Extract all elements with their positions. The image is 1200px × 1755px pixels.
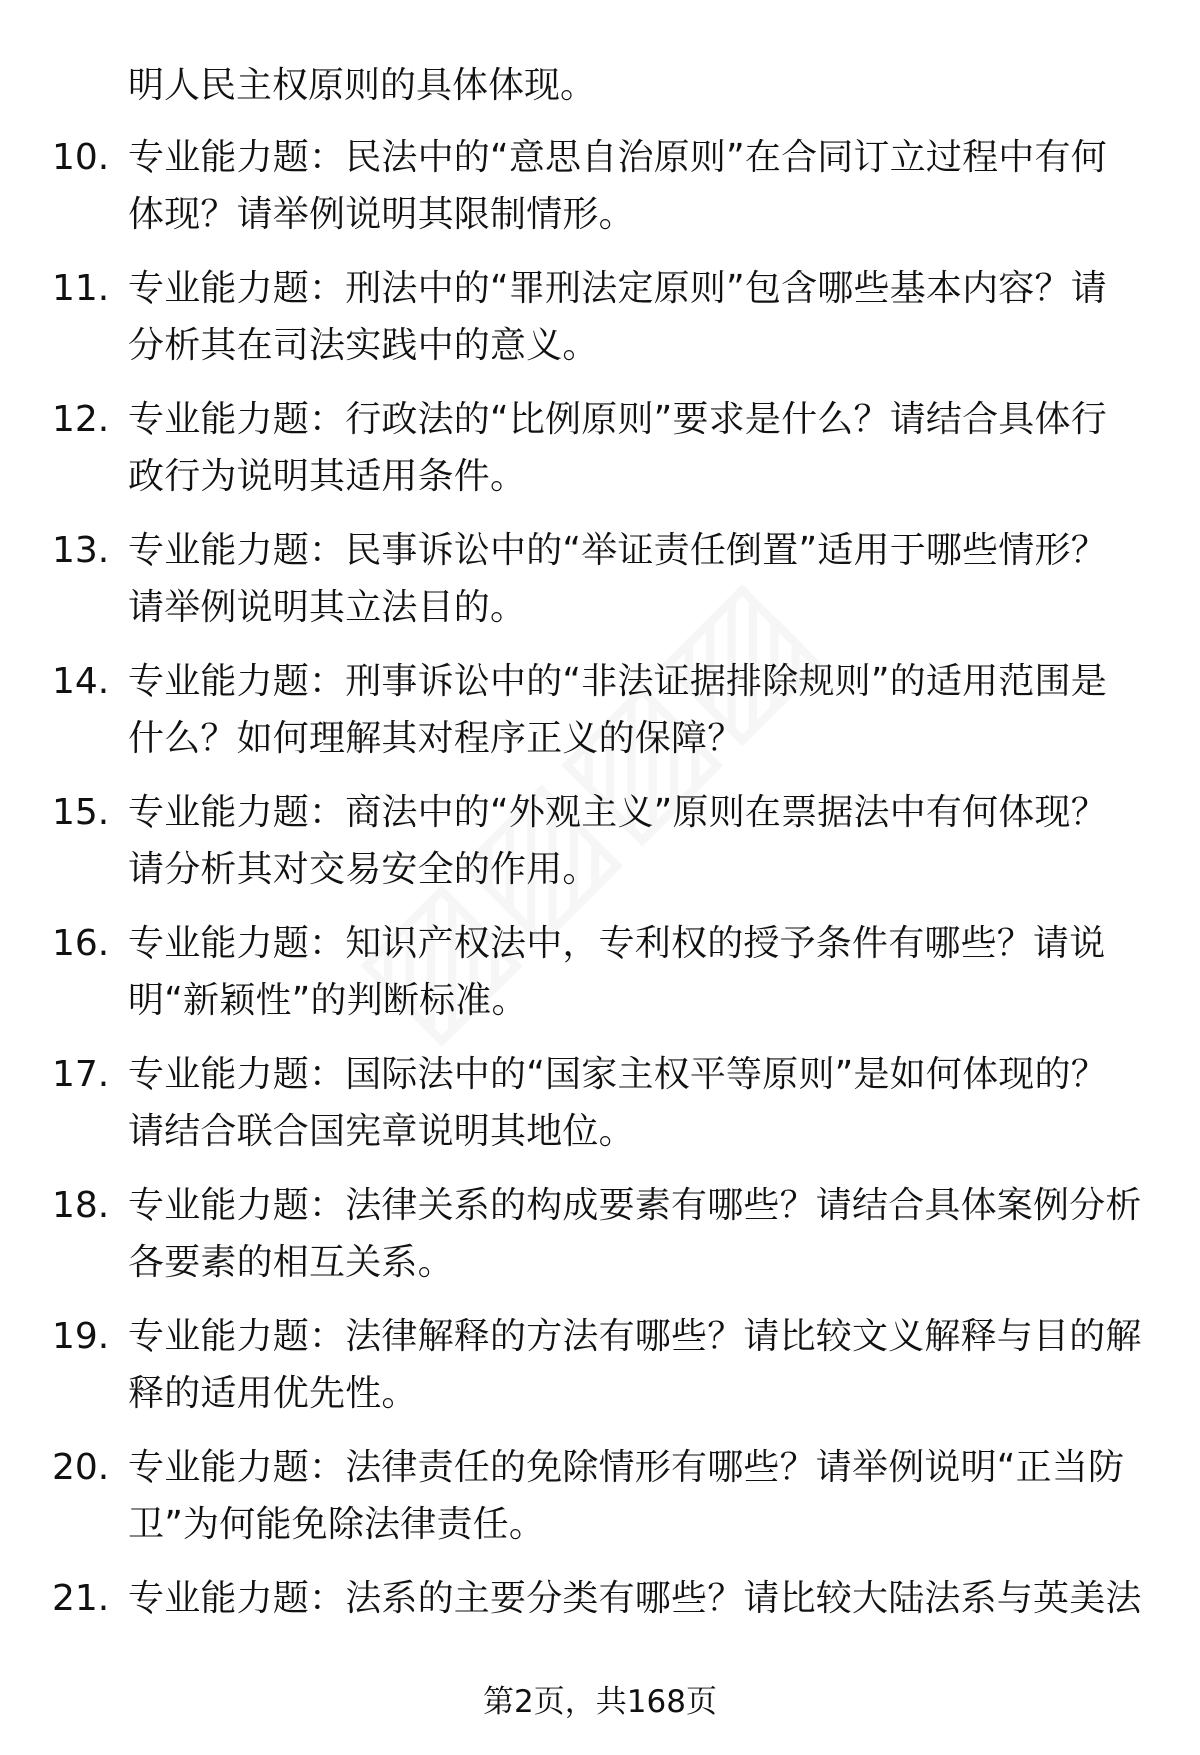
- question-item-20: [0, 1438, 1200, 1569]
- question-item-14: [0, 652, 1200, 783]
- question-item-17: [0, 1045, 1200, 1176]
- question-text-line-1: 专业能力题：民法中的“意思自治原则”在合同订立过程中有何: [128, 137, 1107, 178]
- continuation-text: 明人民主权原则的具体体现。: [128, 65, 597, 106]
- question-text-line-1: 专业能力题：刑事诉讼中的“非法证据排除规则”的适用范围是: [128, 661, 1107, 702]
- question-item-12: [0, 390, 1200, 521]
- question-text-line-1: 专业能力题：法律解释的方法有哪些？请比较文义解释与目的解: [128, 1316, 1142, 1357]
- question-text-line-2: 分析其在司法实践中的意义。: [128, 325, 599, 366]
- question-item-15: [0, 783, 1200, 914]
- question-item-13: [0, 521, 1200, 652]
- question-number: 21.: [52, 1578, 110, 1619]
- question-text-line-2: 卫”为何能免除法律责任。: [128, 1504, 546, 1545]
- question-number: 16.: [52, 923, 110, 964]
- question-item-16: [0, 914, 1200, 1045]
- question-text-line-2: 请分析其对交易安全的作用。: [128, 849, 599, 890]
- question-item-10: [0, 128, 1200, 259]
- question-text-line-2: 什么？如何理解其对程序正义的保障？: [128, 718, 744, 759]
- question-text-line-1: 专业能力题：民事诉讼中的“举证责任倒置”适用于哪些情形？: [128, 530, 1107, 571]
- question-text-line-2: 请举例说明其立法目的。: [128, 587, 527, 628]
- question-text-line-1: 专业能力题：国际法中的“国家主权平等原则”是如何体现的？: [128, 1054, 1107, 1095]
- question-number: 11.: [52, 268, 110, 309]
- question-number: 18.: [52, 1185, 110, 1226]
- question-text-line-1: 专业能力题：知识产权法中，专利权的授予条件有哪些？请说: [128, 923, 1106, 964]
- question-text-line-1: 专业能力题：法系的主要分类有哪些？请比较大陆法系与英美法: [128, 1578, 1142, 1619]
- question-item-11: [0, 259, 1200, 390]
- question-number: 12.: [52, 399, 110, 440]
- question-item-18: [0, 1176, 1200, 1307]
- question-text-line-2: 释的适用优先性。: [128, 1373, 418, 1414]
- page-footer: 第2页，共168页: [483, 1684, 717, 1720]
- question-text-line-2: 明“新颖性”的判断标准。: [128, 980, 528, 1021]
- question-list: [0, 128, 1200, 1700]
- question-text-line-1: 专业能力题：刑法中的“罪刑法定原则”包含哪些基本内容？请: [128, 268, 1107, 309]
- question-text-line-1: 专业能力题：行政法的“比例原则”要求是什么？请结合具体行: [128, 399, 1107, 440]
- question-text-line-2: 各要素的相互关系。: [128, 1242, 454, 1283]
- question-text-line-1: 专业能力题：法律责任的免除情形有哪些？请举例说明“正当防: [128, 1447, 1125, 1488]
- question-number: 15.: [52, 792, 110, 833]
- question-number: 10.: [52, 137, 110, 178]
- question-item-19: [0, 1307, 1200, 1438]
- question-text-line-1: 专业能力题：商法中的“外观主义”原则在票据法中有何体现？: [128, 792, 1107, 833]
- question-number: 14.: [52, 661, 110, 702]
- question-number: 19.: [52, 1316, 110, 1357]
- question-text-line-1: 专业能力题：法律关系的构成要素有哪些？请结合具体案例分析: [128, 1185, 1142, 1226]
- question-text-line-2: 政行为说明其适用条件。: [128, 456, 527, 497]
- question-text-line-2: 体现？请举例说明其限制情形。: [128, 194, 635, 235]
- question-number: 17.: [52, 1054, 110, 1095]
- question-number: 13.: [52, 530, 110, 571]
- question-text-line-2: 请结合联合国宪章说明其地位。: [128, 1111, 635, 1152]
- question-number: 20.: [52, 1447, 110, 1488]
